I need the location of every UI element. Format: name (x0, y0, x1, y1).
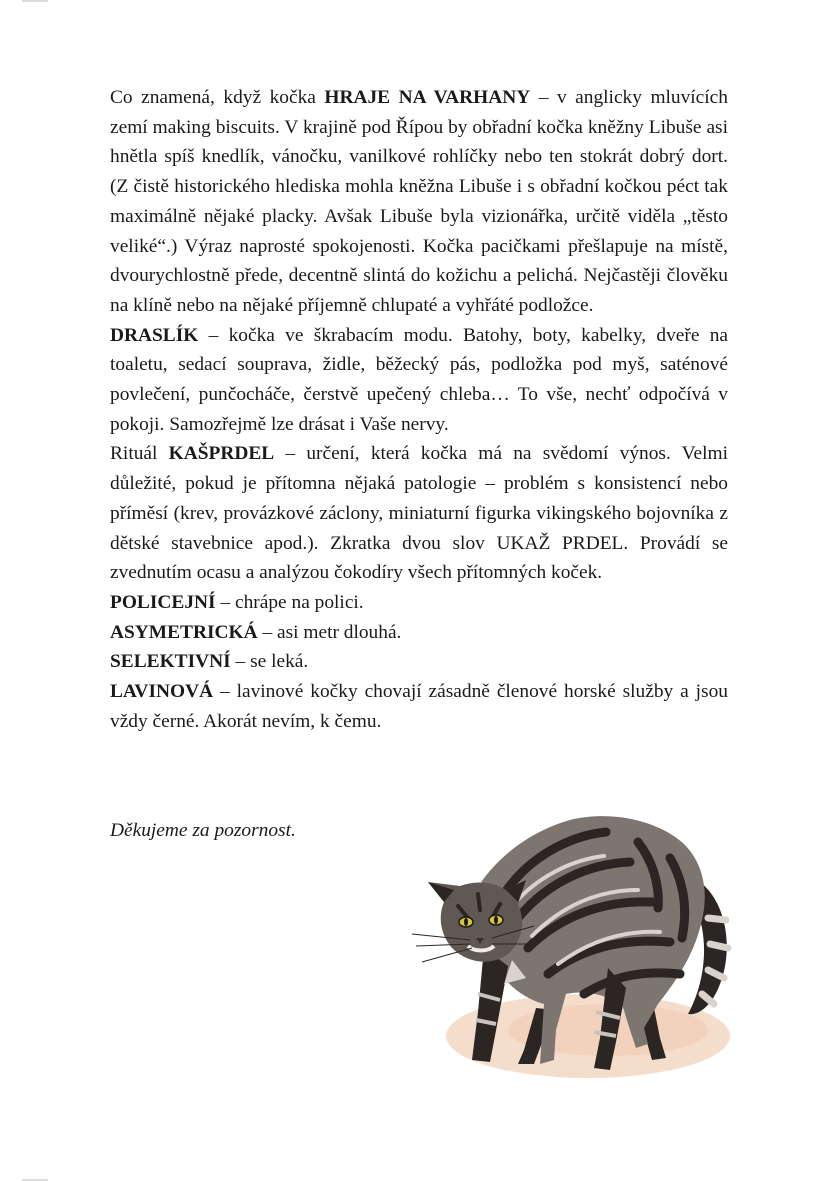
term-heading: HRAJE NA VARHANY (324, 87, 531, 108)
paragraph-text: – určení, která kočka má na svědomí výnos. Velmi důležité, pokud je přítomna nějaká patologie – problém s konsistencí nebo příměsí (krev, provázkové záclony, miniaturní figurka vikingského bojovníka z dětské stavebnice apod.). Zkratka dvou slov UKAŽ PRDEL. Provádí se zvednutím ocasu a analýzou čokodíry všech přítomných koček. (110, 443, 728, 584)
term-heading: ASYMETRICKÁ (110, 621, 258, 643)
crop-mark-top (22, 0, 48, 2)
term-heading: DRASLÍK (110, 324, 199, 346)
paragraph-text: – se leká. (230, 651, 309, 673)
paragraph (110, 588, 728, 618)
closing-line: Děkujeme za pozornost. (110, 820, 296, 841)
term-heading: LAVINOVÁ (110, 681, 214, 703)
body-text (110, 83, 728, 736)
paragraph-text: – v anglicky mluvících zemí making biscuits. V krajině pod Řípou by obřadní kočka kněžny Libuše asi hnětla spíš knedlík, vánočku, vanilkové rohlíčky nebo ten stokrát dobrý dort. (Z čistě historického hlediska mohla kněžna Libuše i s obřadní kočkou péct tak maximálně nějaké placky. Avšak Libuše byla vizionářka, určitě viděla „těsto veliké“.) Výraz naprosté spokojenosti. Kočka pacičkami přešlapuje na místě, dvourychlostně přede, decentně slintá do kožichu a pelichá. Nejčastěji člověku na klíně nebo na nějaké příjemně chlupaté a vyhřáté podložce. (110, 87, 728, 316)
paragraph (110, 677, 728, 736)
paragraph (110, 321, 728, 440)
paragraph-text: – chrápe na polici. (215, 591, 364, 613)
arched-cat-icon (408, 798, 738, 1098)
paragraph-text: – lavinové kočky chovají zásadně členové horské služby a jsou vždy černé. Akorát nevím, k čemu. (110, 681, 728, 732)
paragraph-text: Rituál (110, 443, 169, 465)
term-heading: POLICEJNÍ (110, 591, 216, 613)
term-heading: SELEKTIVNÍ (110, 651, 231, 673)
paragraph-text: Co znamená, když kočka (110, 87, 325, 108)
paragraph (110, 618, 728, 648)
paragraph (110, 439, 728, 588)
paragraph-text: – kočka ve škrabacím modu. Batohy, boty, kabelky, dveře na toaletu, sedací souprava, židle, běžecký pás, podložka pod myš, saténové povlečení, punčocháče, čerstvě upečený chleba… To vše, nechť odpočívá v pokoji. Samozřejmě lze drásat i Vaše nervy. (110, 324, 728, 435)
term-heading: KAŠPRDEL (168, 443, 275, 465)
paragraph (110, 647, 728, 677)
cat-illustration (408, 798, 738, 1098)
paragraph (110, 83, 728, 321)
paragraph-text: – asi metr dlouhá. (257, 621, 402, 643)
